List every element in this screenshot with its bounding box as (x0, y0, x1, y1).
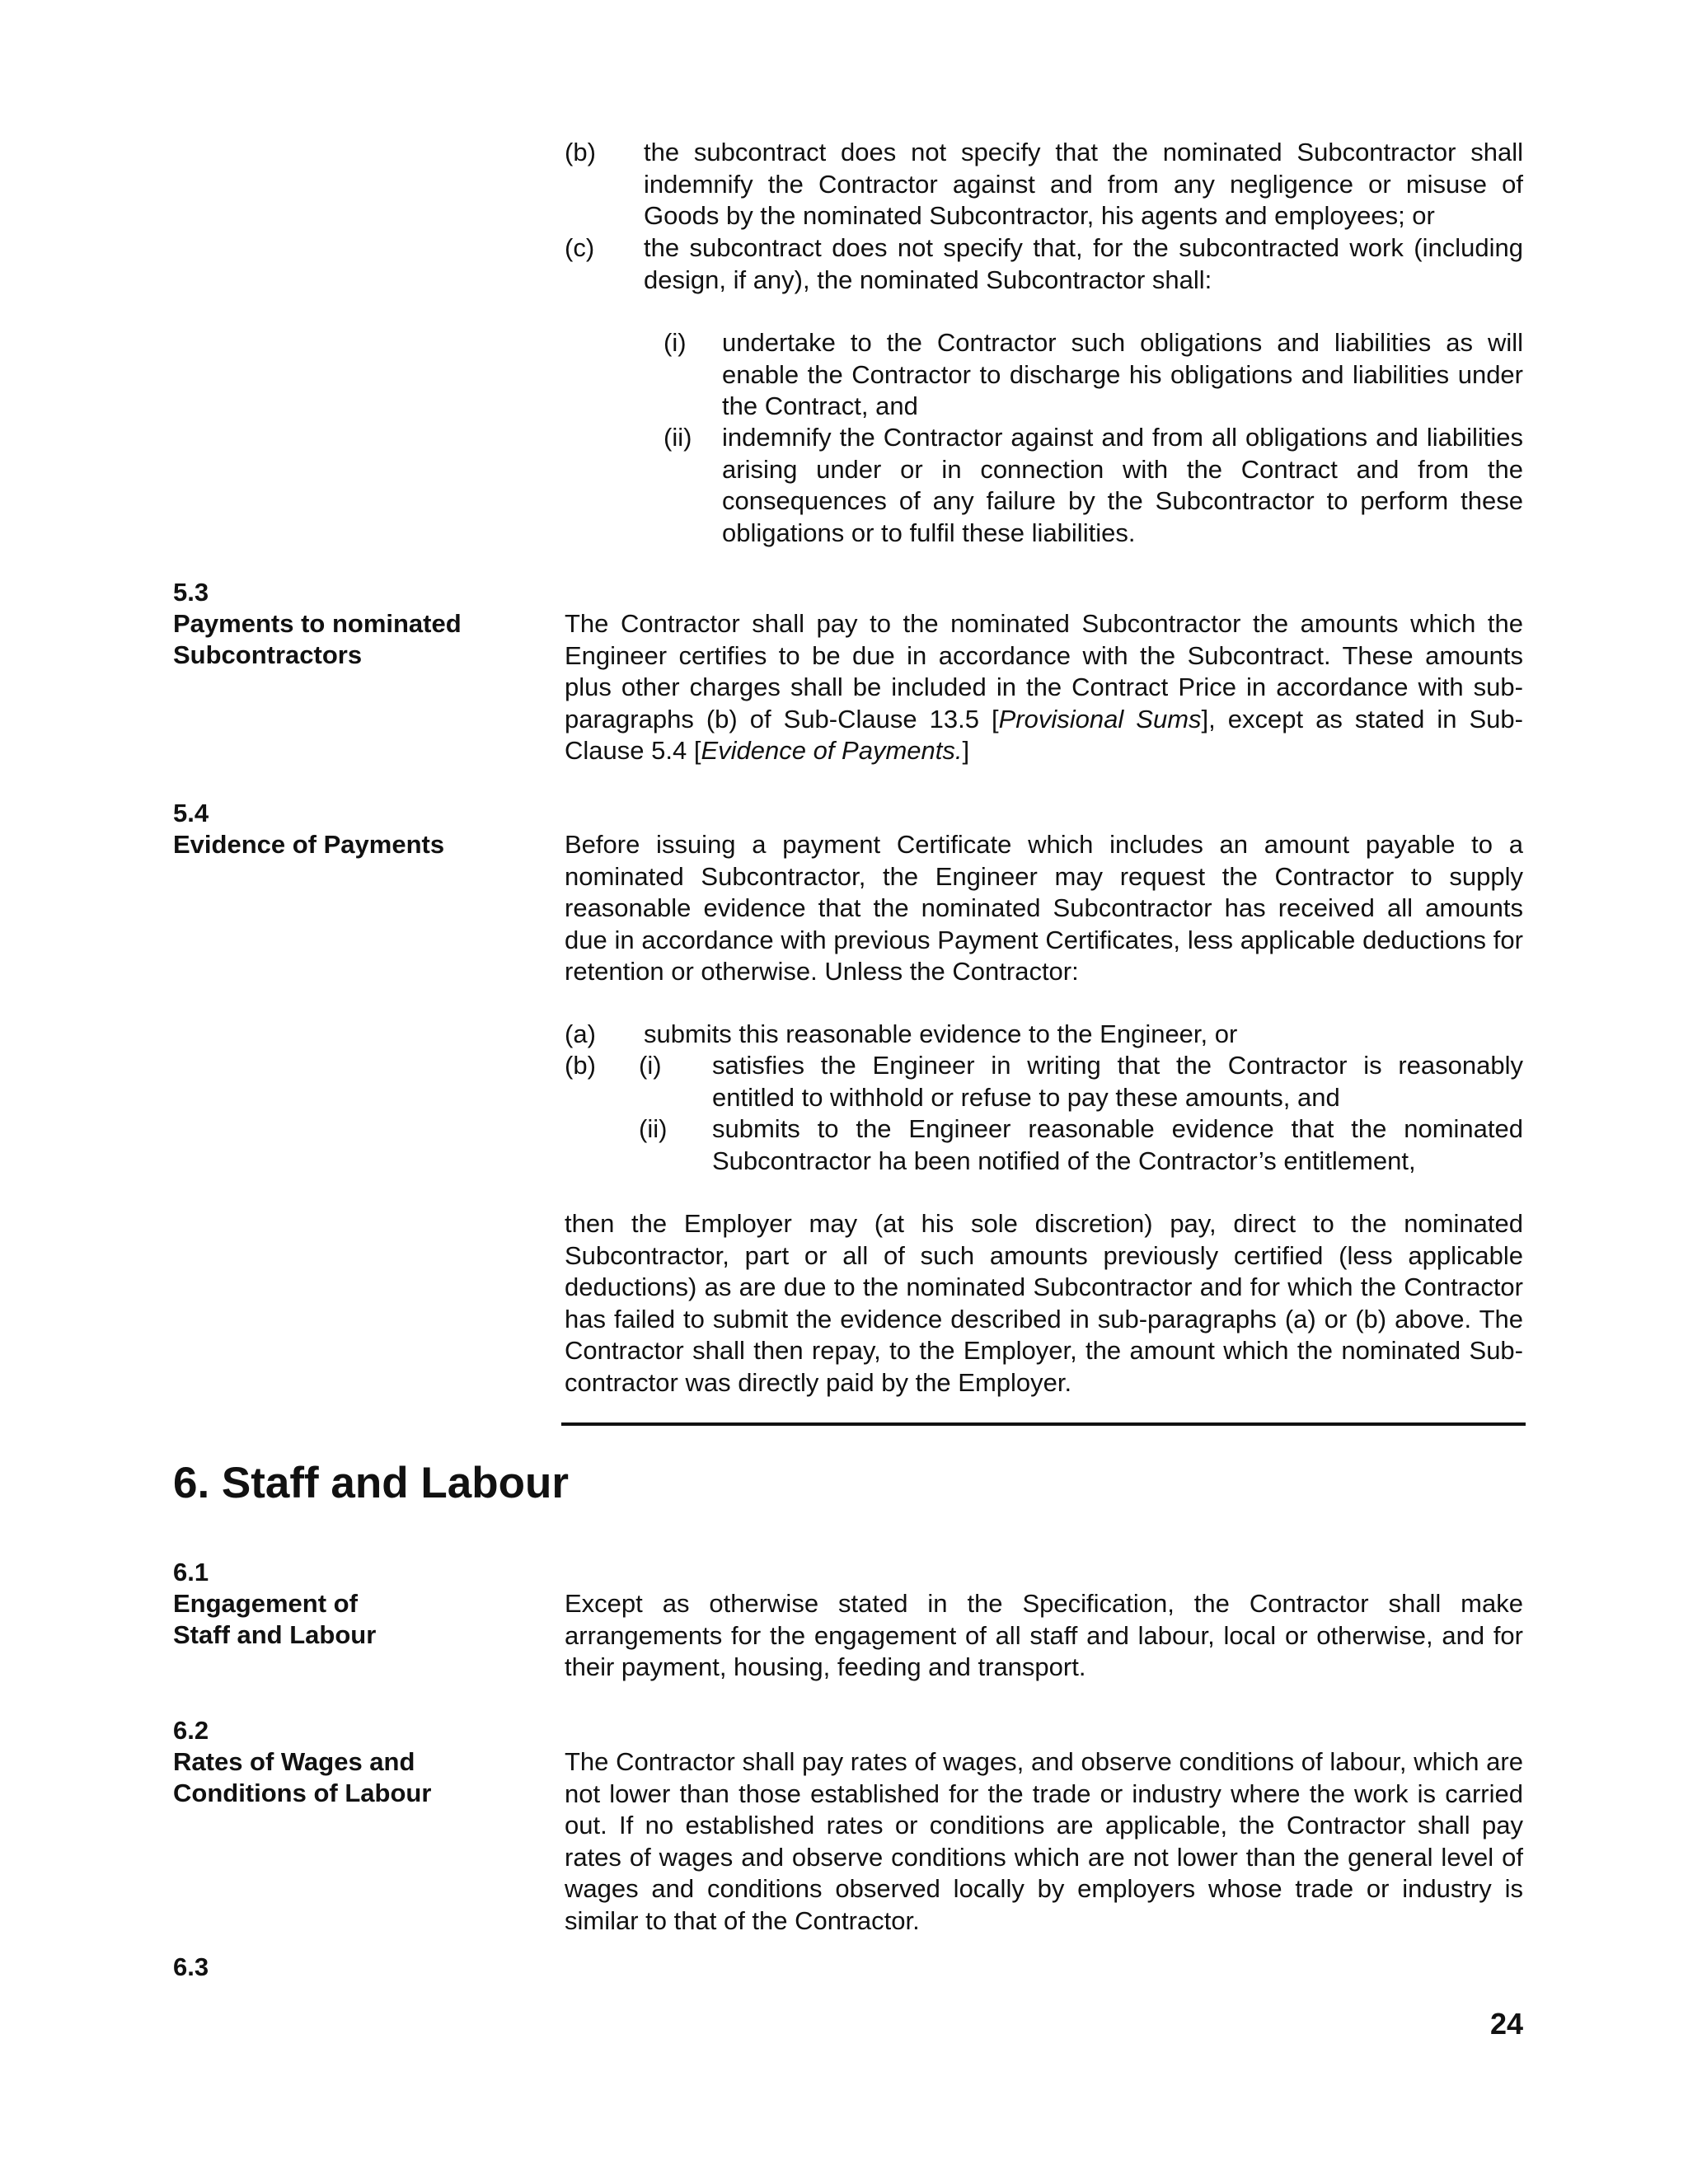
clause-6-1-title-line1: Engagement of (173, 1589, 358, 1618)
clause-6-2-title-line1: Rates of Wages and (173, 1747, 415, 1776)
clause-5-4-number: 5.4 (173, 799, 209, 827)
clause-6-1-text: Except as otherwise stated in the Specification, the Contractor shall make arrangements for the engagement of all staff and labour, local or otherwise, and for their payment, housing, feeding and transport. (565, 1589, 1523, 1681)
clause-6-3-number: 6.3 (173, 1952, 209, 1981)
clause-5-3-number: 5.3 (173, 578, 209, 607)
clause-5-4-label-b: (b) (565, 1051, 596, 1080)
list-item-c-text: the subcontract does not specify that, for the subcontracted work (including design, if any), the nominated Subcontractor shall: (644, 233, 1523, 294)
list-label-c-ii: (ii) (663, 423, 692, 452)
list-item-b-text: the subcontract does not specify that the nominated Subcontractor shall indemnify the Contractor against and from any negligence or misuse of Goods by the nominated Subcontractor, his agents and employees; or (644, 138, 1523, 230)
list-label-c-i: (i) (663, 328, 687, 357)
section-6-title: 6. Staff and Labour (173, 1459, 569, 1507)
clause-5-4-title: Evidence of Payments (173, 830, 445, 859)
clause-5-4-item-b-i-text: satisfies the Engineer in writing that the Contractor is reasonably entitled to withhold or refuse to pay these amounts, and (712, 1051, 1523, 1112)
clause-5-3-italic-evidence-of-payments: Evidence of Payments. (701, 736, 963, 765)
clause-5-4-para2: then the Employer may (at his sole discretion) pay, direct to the nominated Subcontractor, part or all of such amounts previously certified (less applicable deductions) as are due to the nominated Subcontractor and for which the Contractor has failed to submit the evidence described in sub-paragraphs (a) or (b) above. The Contractor shall then repay, to the Employer, the amount which the nominated Sub-contractor was directly paid by the Employer. (565, 1209, 1523, 1397)
clause-6-1-title-line2: Staff and Labour (173, 1620, 377, 1649)
list-label-b: (b) (565, 138, 596, 166)
clause-5-3-title-line1: Payments to nominated (173, 609, 462, 638)
clause-5-4-label-b-ii: (ii) (639, 1114, 668, 1143)
clause-6-2-number: 6.2 (173, 1716, 209, 1745)
clause-5-4-para1: Before issuing a payment Certificate which includes an amount payable to a nominated Subcontractor, the Engineer may request the Contractor to supply reasonable evidence that the nominated Subcontractor has received all amounts due in accordance with previous Payment Certificates, less applicable deductions for retention or otherwise. Unless the Contractor: (565, 830, 1523, 986)
clause-6-2-title-line2: Conditions of Labour (173, 1779, 432, 1807)
page-number: 24 (1489, 2007, 1523, 2041)
clause-5-4-label-a: (a) (565, 1019, 596, 1048)
list-item-c-i-text: undertake to the Contractor such obligations and liabilities as will enable the Contractor to discharge his obligations and liabilities under the Contract, and (722, 328, 1523, 420)
clause-5-3-text: The Contractor shall pay to the nominated Subcontractor the amounts which the Engineer certifies to be due in accordance with the Subcontract. These amounts plus other charges shall be included in the Contract Price in accordance with sub-paragraphs (b) of Sub-Clause 13.5 [Provisional Sums], except as stated in Sub-Clause 5.4 [Evidence of Payments.] (565, 609, 1523, 765)
clause-5-3-title-line2: Subcontractors (173, 640, 363, 669)
clause-5-3-italic-provisional-sums: Provisional Sums (998, 704, 1202, 733)
clause-5-4-item-b-ii-text: submits to the Engineer reasonable evidence that the nominated Subcontractor ha been notified of the Contractor’s entitlement, (712, 1114, 1523, 1175)
clause-5-4-item-a-text: submits this reasonable evidence to the Engineer, or (644, 1019, 1238, 1048)
section-divider-rule (561, 1422, 1526, 1426)
clause-5-4-label-b-i: (i) (639, 1051, 662, 1080)
list-label-c: (c) (565, 233, 595, 262)
clause-6-2-text: The Contractor shall pay rates of wages, and observe conditions of labour, which are not lower than those established for the trade or industry where the work is carried out. If no established rates or conditions are applicable, the Contractor shall pay rates of wages and observe conditions which are not lower than the general level of wages and conditions observed locally by employers whose trade or industry is similar to that of the Contractor. (565, 1747, 1523, 1935)
clause-6-1-number: 6.1 (173, 1558, 209, 1586)
list-item-c-ii-text: indemnify the Contractor against and from all obligations and liabilities arising under or in connection with the Contract and from the consequences of any failure by the Subcontractor to perform these obligations or to fulfil these liabilities. (722, 423, 1523, 547)
